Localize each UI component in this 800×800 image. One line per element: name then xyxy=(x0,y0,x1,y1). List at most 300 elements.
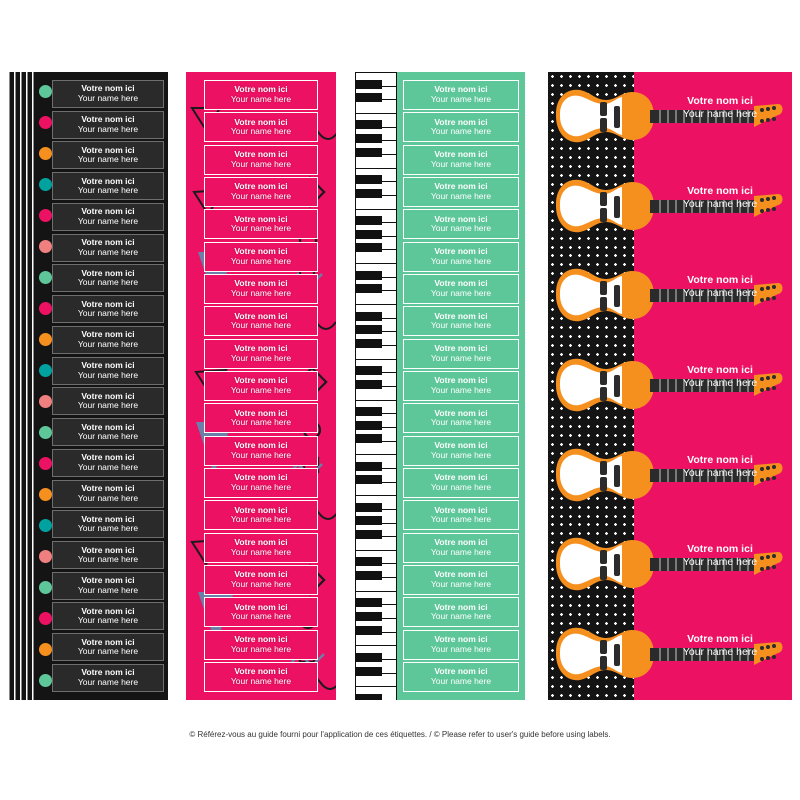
color-dot xyxy=(39,178,52,191)
name-label xyxy=(403,630,519,660)
label-text-en: Your name here xyxy=(77,338,139,349)
name-label xyxy=(204,80,318,110)
label-text-en: Your name here xyxy=(430,643,492,654)
piano-key-line xyxy=(356,604,396,605)
name-label xyxy=(204,436,318,466)
label-text-en: Your name here xyxy=(77,308,139,319)
label-column-piano xyxy=(355,72,525,700)
label-column-guitar xyxy=(548,72,792,700)
piano-key-line xyxy=(356,686,396,687)
name-label xyxy=(403,371,519,401)
label-text-en: Your name here xyxy=(682,197,758,210)
label-text-fr: Votre nom ici xyxy=(81,267,135,278)
name-label xyxy=(204,500,318,530)
name-label xyxy=(52,510,164,538)
label-text-en: Your name here xyxy=(77,123,139,134)
label-text-fr: Votre nom ici xyxy=(434,84,488,95)
name-label xyxy=(403,500,519,530)
piano-black-key xyxy=(356,134,382,143)
name-label xyxy=(52,234,164,262)
piano-key-line xyxy=(356,386,396,387)
piano-black-key xyxy=(356,571,382,580)
name-label xyxy=(52,326,164,354)
piano-key-line xyxy=(356,195,396,196)
name-label xyxy=(403,403,519,433)
label-text-fr: Votre nom ici xyxy=(434,246,488,257)
label-text-fr: Votre nom ici xyxy=(234,407,288,418)
piano-key-line xyxy=(356,454,396,455)
name-label xyxy=(52,449,164,477)
label-text-en: Your name here xyxy=(682,466,758,479)
label-text-fr: Votre nom ici xyxy=(234,440,288,451)
label-text-fr: Votre nom ici xyxy=(234,343,288,354)
label-text-fr: Votre nom ici xyxy=(234,246,288,257)
label-text-en: Your name here xyxy=(77,277,139,288)
name-label xyxy=(204,597,318,627)
label-text-en: Your name here xyxy=(230,384,292,395)
guitar-label-row xyxy=(548,520,792,610)
label-text-fr: Votre nom ici xyxy=(234,278,288,289)
name-label xyxy=(403,209,519,239)
piano-key-line xyxy=(356,468,396,469)
name-label xyxy=(52,664,164,692)
name-label xyxy=(52,141,164,169)
label-text-fr: Votre nom ici xyxy=(81,83,135,94)
label-text-fr: Votre nom ici xyxy=(434,310,488,321)
piano-black-key xyxy=(356,271,382,280)
label-text-en: Your name here xyxy=(77,646,139,657)
piano-black-key xyxy=(356,667,382,676)
color-dot xyxy=(39,519,52,532)
footer-note: © Référez-vous au guide fourni pour l'application de ces étiquettes. / © Please refer to user's guide before using labels. xyxy=(189,730,611,739)
label-column-music-stripes xyxy=(8,72,168,700)
label-text-en: Your name here xyxy=(230,675,292,686)
piano-black-key xyxy=(356,216,382,225)
label-text-fr: Votre nom ici xyxy=(434,343,488,354)
label-text-fr: Votre nom ici xyxy=(81,360,135,371)
label-text-fr: Votre nom ici xyxy=(234,310,288,321)
label-text-en: Your name here xyxy=(230,449,292,460)
label-text-fr: Votre nom ici xyxy=(434,472,488,483)
label-text-fr: Votre nom ici xyxy=(434,116,488,127)
label-text-en: Your name here xyxy=(230,546,292,557)
label-text-fr: Votre nom ici xyxy=(234,666,288,677)
label-text-fr: Votre nom ici xyxy=(434,278,488,289)
label-text-fr: Votre nom ici xyxy=(687,633,753,645)
label-text-fr: Votre nom ici xyxy=(81,237,135,248)
color-dot xyxy=(39,302,52,315)
piano-key-line xyxy=(356,236,396,237)
label-text-en: Your name here xyxy=(682,108,758,120)
label-text-fr: Votre nom ici xyxy=(81,575,135,586)
guitar-label-row xyxy=(548,431,792,521)
piano-keys-graphic xyxy=(355,72,397,700)
piano-key-line xyxy=(356,154,396,155)
piano-key-line xyxy=(356,645,396,646)
piano-key-line xyxy=(356,372,396,373)
label-text-fr: Votre nom ici xyxy=(687,363,753,376)
name-label xyxy=(204,371,318,401)
label-text-en: Your name here xyxy=(430,384,492,395)
piano-key-line xyxy=(356,536,396,537)
piano-black-key xyxy=(356,325,382,334)
label-text-fr: Votre nom ici xyxy=(234,504,288,515)
piano-black-key xyxy=(356,516,382,525)
name-label xyxy=(654,176,786,220)
label-text-en: Your name here xyxy=(77,554,139,565)
label-text-fr: Votre nom ici xyxy=(234,537,288,548)
color-dot xyxy=(39,488,52,501)
piano-black-key xyxy=(356,120,382,129)
label-text-en: Your name here xyxy=(430,94,492,104)
name-label xyxy=(204,339,318,369)
piano-black-key xyxy=(356,434,382,443)
name-label xyxy=(52,387,164,415)
label-stack-music xyxy=(52,80,164,692)
color-dot xyxy=(39,147,52,160)
label-text-en: Your name here xyxy=(77,676,139,687)
name-label xyxy=(204,177,318,207)
name-label xyxy=(403,565,519,595)
label-text-en: Your name here xyxy=(230,352,292,363)
piano-key-line xyxy=(356,345,396,346)
label-text-en: Your name here xyxy=(682,287,758,300)
color-dot xyxy=(39,271,52,284)
label-text-en: Your name here xyxy=(230,320,292,331)
name-label xyxy=(204,112,318,142)
label-text-en: Your name here xyxy=(682,646,758,659)
label-text-fr: Votre nom ici xyxy=(434,375,488,386)
color-dot xyxy=(39,581,52,594)
label-text-en: Your name here xyxy=(77,615,139,626)
piano-black-key xyxy=(356,557,382,566)
piano-key-line xyxy=(356,632,396,633)
label-text-fr: Votre nom ici xyxy=(81,513,135,524)
label-text-en: Your name here xyxy=(230,481,292,492)
piano-black-key xyxy=(356,475,382,484)
color-dot xyxy=(39,395,52,408)
label-text-en: Your name here xyxy=(430,675,492,686)
name-label xyxy=(204,662,318,692)
label-text-fr: Votre nom ici xyxy=(434,213,488,224)
label-text-en: Your name here xyxy=(430,514,492,525)
piano-black-key xyxy=(356,339,382,348)
piano-black-key xyxy=(356,503,382,512)
name-label xyxy=(204,533,318,563)
piano-key-line xyxy=(356,318,396,319)
piano-black-key xyxy=(356,148,382,157)
name-label xyxy=(403,597,519,627)
piano-key-line xyxy=(356,99,396,100)
name-label xyxy=(52,264,164,292)
label-text-fr: Votre nom ici xyxy=(81,329,135,340)
label-text-en: Your name here xyxy=(430,611,492,622)
piano-key-line xyxy=(356,127,396,128)
label-text-fr: Votre nom ici xyxy=(234,601,288,612)
name-label xyxy=(204,565,318,595)
label-text-en: Your name here xyxy=(230,514,292,525)
name-label xyxy=(403,145,519,175)
name-label xyxy=(204,274,318,304)
piano-black-key xyxy=(356,626,382,635)
name-label xyxy=(204,242,318,272)
label-text-fr: Votre nom ici xyxy=(434,569,488,580)
piano-black-key xyxy=(356,175,382,184)
label-column-memphis xyxy=(186,72,336,700)
name-label xyxy=(403,468,519,498)
label-text-en: Your name here xyxy=(430,126,492,137)
label-text-en: Your name here xyxy=(430,255,492,266)
name-label xyxy=(403,339,519,369)
color-dot xyxy=(39,612,52,625)
name-label xyxy=(204,209,318,239)
piano-key-line xyxy=(356,359,396,360)
label-text-fr: Votre nom ici xyxy=(234,181,288,192)
piano-black-key xyxy=(356,189,382,198)
label-text-fr: Votre nom ici xyxy=(234,569,288,580)
label-text-fr: Votre nom ici xyxy=(81,452,135,463)
piano-key-line xyxy=(356,523,396,524)
color-dot xyxy=(39,209,52,222)
guitar-label-row xyxy=(548,251,792,341)
name-label xyxy=(204,630,318,660)
label-text-en: Your name here xyxy=(77,246,139,257)
piano-key-line xyxy=(356,290,396,291)
label-text-fr: Votre nom ici xyxy=(234,116,288,127)
label-text-fr: Votre nom ici xyxy=(81,421,135,432)
label-text-en: Your name here xyxy=(430,190,492,201)
label-text-en: Your name here xyxy=(682,556,758,569)
label-text-fr: Votre nom ici xyxy=(81,483,135,494)
label-text-en: Your name here xyxy=(77,154,139,165)
label-text-fr: Votre nom ici xyxy=(687,453,753,466)
name-label xyxy=(654,624,786,668)
name-label xyxy=(403,533,519,563)
label-text-en: Your name here xyxy=(430,320,492,331)
label-text-fr: Votre nom ici xyxy=(434,407,488,418)
name-label xyxy=(52,480,164,508)
label-text-en: Your name here xyxy=(230,158,292,169)
guitar-label-row xyxy=(548,162,792,252)
piano-key-line xyxy=(356,181,396,182)
guitar-label-row xyxy=(548,341,792,431)
label-text-fr: Votre nom ici xyxy=(81,175,135,186)
label-text-fr: Votre nom ici xyxy=(234,375,288,386)
piano-black-key xyxy=(356,243,382,252)
piano-black-key xyxy=(356,653,382,662)
label-text-en: Your name here xyxy=(230,578,292,589)
color-dot xyxy=(39,333,52,346)
label-text-en: Your name here xyxy=(682,377,758,390)
label-text-en: Your name here xyxy=(430,481,492,492)
label-text-fr: Votre nom ici xyxy=(434,181,488,192)
piano-key-line xyxy=(356,400,396,401)
piano-key-line xyxy=(356,277,396,278)
label-text-fr: Votre nom ici xyxy=(81,114,135,125)
piano-key-line xyxy=(356,577,396,578)
piano-key-line xyxy=(356,563,396,564)
piano-key-line xyxy=(356,168,396,169)
label-text-fr: Votre nom ici xyxy=(434,537,488,548)
color-dot xyxy=(39,550,52,563)
label-text-fr: Votre nom ici xyxy=(81,605,135,616)
label-text-fr: Votre nom ici xyxy=(434,440,488,451)
label-text-en: Your name here xyxy=(430,449,492,460)
piano-key-line xyxy=(356,263,396,264)
color-dot xyxy=(39,240,52,253)
color-dot xyxy=(39,674,52,687)
name-label xyxy=(654,534,786,578)
piano-key-line xyxy=(356,72,396,73)
name-label xyxy=(52,418,164,446)
label-text-fr: Votre nom ici xyxy=(234,634,288,645)
piano-key-line xyxy=(356,209,396,210)
name-label xyxy=(52,172,164,200)
label-text-en: Your name here xyxy=(430,352,492,363)
name-label xyxy=(52,602,164,630)
label-text-en: Your name here xyxy=(430,578,492,589)
piano-key-line xyxy=(356,509,396,510)
name-label xyxy=(204,306,318,336)
piano-black-key xyxy=(356,407,382,416)
label-text-fr: Votre nom ici xyxy=(234,149,288,160)
label-text-en: Your name here xyxy=(430,158,492,169)
label-text-en: Your name here xyxy=(430,223,492,234)
label-text-fr: Votre nom ici xyxy=(234,84,288,95)
label-text-fr: Votre nom ici xyxy=(81,144,135,155)
label-text-en: Your name here xyxy=(77,584,139,595)
label-text-fr: Votre nom ici xyxy=(81,544,135,555)
piano-black-key xyxy=(356,312,382,321)
label-text-fr: Votre nom ici xyxy=(434,601,488,612)
label-text-fr: Votre nom ici xyxy=(687,94,753,107)
piano-black-key xyxy=(356,284,382,293)
label-text-en: Your name here xyxy=(77,185,139,196)
label-text-fr: Votre nom ici xyxy=(434,504,488,515)
label-text-fr: Votre nom ici xyxy=(81,667,135,678)
name-label xyxy=(654,355,786,399)
piano-key-line xyxy=(356,673,396,674)
name-label xyxy=(403,242,519,272)
guitar-label-row xyxy=(548,72,792,162)
label-text-en: Your name here xyxy=(77,369,139,380)
label-text-en: Your name here xyxy=(77,215,139,226)
label-text-en: Your name here xyxy=(230,126,292,137)
label-text-fr: Votre nom ici xyxy=(687,184,753,197)
label-text-en: Your name here xyxy=(77,93,139,103)
piano-key-line xyxy=(356,413,396,414)
name-label xyxy=(403,274,519,304)
piano-key-line xyxy=(356,482,396,483)
label-text-fr: Votre nom ici xyxy=(434,634,488,645)
piano-key-line xyxy=(356,140,396,141)
color-dot xyxy=(39,116,52,129)
name-label xyxy=(204,403,318,433)
name-label xyxy=(403,80,519,110)
piano-key-line xyxy=(356,495,396,496)
name-label xyxy=(52,541,164,569)
label-text-en: Your name here xyxy=(430,287,492,298)
label-text-fr: Votre nom ici xyxy=(81,390,135,401)
piano-black-key xyxy=(356,530,382,539)
name-label xyxy=(52,80,164,108)
name-label xyxy=(52,203,164,231)
label-text-en: Your name here xyxy=(230,255,292,266)
piano-key-line xyxy=(356,618,396,619)
label-text-en: Your name here xyxy=(77,523,139,534)
name-label xyxy=(654,445,786,489)
label-text-en: Your name here xyxy=(430,417,492,428)
piano-key-line xyxy=(356,591,396,592)
label-text-en: Your name here xyxy=(230,190,292,201)
label-stack-memphis xyxy=(204,80,318,692)
label-text-en: Your name here xyxy=(77,492,139,503)
name-label xyxy=(52,572,164,600)
piano-key-line xyxy=(356,331,396,332)
color-dot xyxy=(39,85,52,98)
name-label xyxy=(403,436,519,466)
piano-black-key xyxy=(356,80,382,89)
piano-key-line xyxy=(356,222,396,223)
name-label xyxy=(52,111,164,139)
name-label xyxy=(403,177,519,207)
piano-key-line xyxy=(356,659,396,660)
label-text-en: Your name here xyxy=(230,287,292,298)
name-label xyxy=(654,265,786,309)
guitar-label-row xyxy=(548,610,792,700)
piano-key-line xyxy=(356,427,396,428)
label-text-en: Your name here xyxy=(230,223,292,234)
label-text-en: Your name here xyxy=(230,643,292,654)
label-text-fr: Votre nom ici xyxy=(234,472,288,483)
name-label xyxy=(204,145,318,175)
piano-black-key xyxy=(356,462,382,471)
label-text-fr: Votre nom ici xyxy=(434,666,488,677)
label-text-en: Your name here xyxy=(230,611,292,622)
label-text-fr: Votre nom ici xyxy=(687,274,753,287)
color-dot xyxy=(39,457,52,470)
name-label xyxy=(204,468,318,498)
label-text-fr: Votre nom ici xyxy=(434,149,488,160)
label-text-en: Your name here xyxy=(230,94,292,104)
piano-key-line xyxy=(356,249,396,250)
name-label xyxy=(52,357,164,385)
piano-black-key xyxy=(356,366,382,375)
piano-black-key xyxy=(356,93,382,102)
name-label xyxy=(403,662,519,692)
label-text-en: Your name here xyxy=(230,417,292,428)
label-stack-piano xyxy=(403,80,519,692)
piano-black-key xyxy=(356,598,382,607)
label-text-fr: Votre nom ici xyxy=(81,206,135,217)
label-text-en: Your name here xyxy=(77,400,139,411)
piano-black-key xyxy=(356,230,382,239)
piano-key-line xyxy=(356,550,396,551)
name-label xyxy=(654,86,786,130)
name-label xyxy=(52,633,164,661)
name-label xyxy=(403,306,519,336)
label-text-fr: Votre nom ici xyxy=(81,298,135,309)
label-text-fr: Votre nom ici xyxy=(687,543,753,556)
piano-black-key xyxy=(356,380,382,389)
piano-key-line xyxy=(356,86,396,87)
piano-black-key xyxy=(356,612,382,621)
label-text-en: Your name here xyxy=(77,461,139,472)
label-text-fr: Votre nom ici xyxy=(81,636,135,647)
piano-key-line xyxy=(356,441,396,442)
piano-key-line xyxy=(356,113,396,114)
label-text-en: Your name here xyxy=(430,546,492,557)
